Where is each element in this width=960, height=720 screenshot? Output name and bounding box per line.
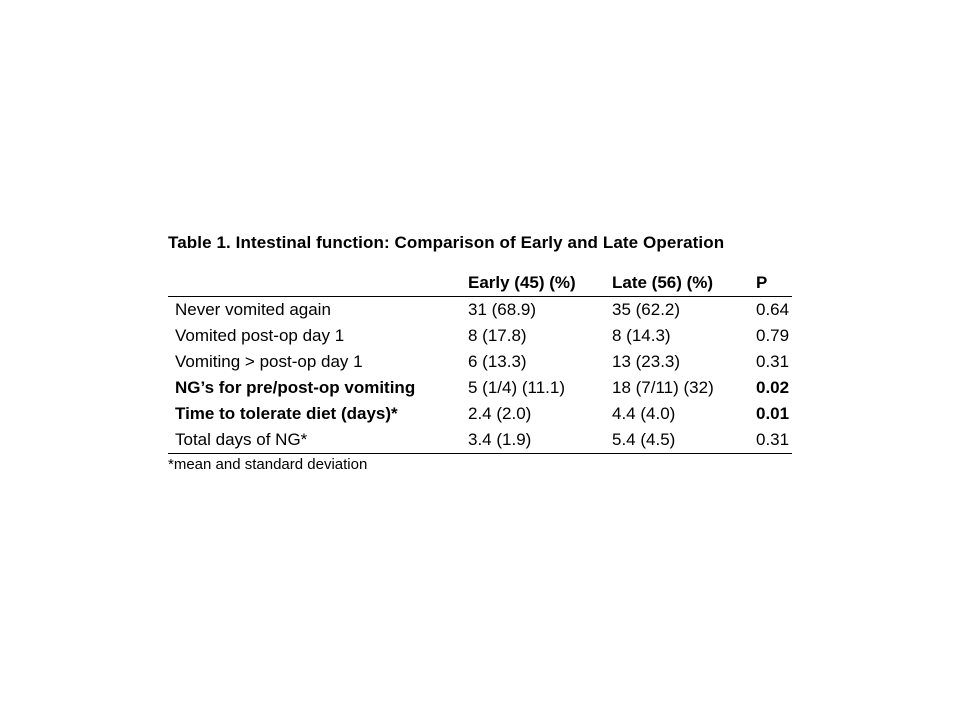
table-footnote: *mean and standard deviation — [168, 456, 368, 473]
row-p: 0.01 — [756, 404, 790, 423]
data-table — [168, 270, 792, 454]
row-p: 0.31 — [756, 427, 792, 454]
row-late: 35 (62.2) — [612, 300, 681, 319]
row-early: 8 (17.8) — [468, 326, 527, 345]
table-header-row — [168, 270, 792, 297]
row-late: 5.4 (4.5) — [612, 427, 756, 454]
row-label: Never vomited again — [175, 300, 331, 319]
table-row — [168, 427, 792, 454]
row-early: 31 (68.9) — [468, 300, 537, 319]
row-label: NG’s for pre/post-op vomiting — [175, 378, 416, 397]
row-late: 13 (23.3) — [612, 352, 681, 371]
row-p: 0.02 — [756, 378, 790, 397]
header-early: Early (45) (%) — [468, 270, 612, 297]
table-row — [168, 349, 792, 375]
table-row — [168, 297, 792, 324]
row-p: 0.64 — [756, 300, 790, 319]
row-early: 2.4 (2.0) — [468, 404, 532, 423]
row-early: 3.4 (1.9) — [468, 427, 612, 454]
header-p: P — [756, 270, 792, 297]
table-row — [168, 401, 792, 427]
row-label: Time to tolerate diet (days)* — [175, 404, 398, 423]
row-late: 4.4 (4.0) — [612, 404, 676, 423]
row-early: 5 (1/4) (11.1) — [468, 378, 566, 397]
row-late: 18 (7/11) (32) — [612, 378, 714, 397]
header-label — [168, 270, 468, 297]
row-late: 8 (14.3) — [612, 326, 671, 345]
table-row — [168, 375, 792, 401]
row-label: Vomited post-op day 1 — [175, 326, 345, 345]
table-title: Table 1. Intestinal function: Comparison of Early and Late Operation — [168, 233, 725, 252]
row-p: 0.31 — [756, 352, 790, 371]
header-late: Late (56) (%) — [612, 270, 756, 297]
row-p: 0.79 — [756, 326, 790, 345]
row-early: 6 (13.3) — [468, 352, 527, 371]
row-label: Vomiting > post-op day 1 — [175, 352, 363, 371]
table-row — [168, 323, 792, 349]
row-label: Total days of NG* — [168, 427, 468, 454]
